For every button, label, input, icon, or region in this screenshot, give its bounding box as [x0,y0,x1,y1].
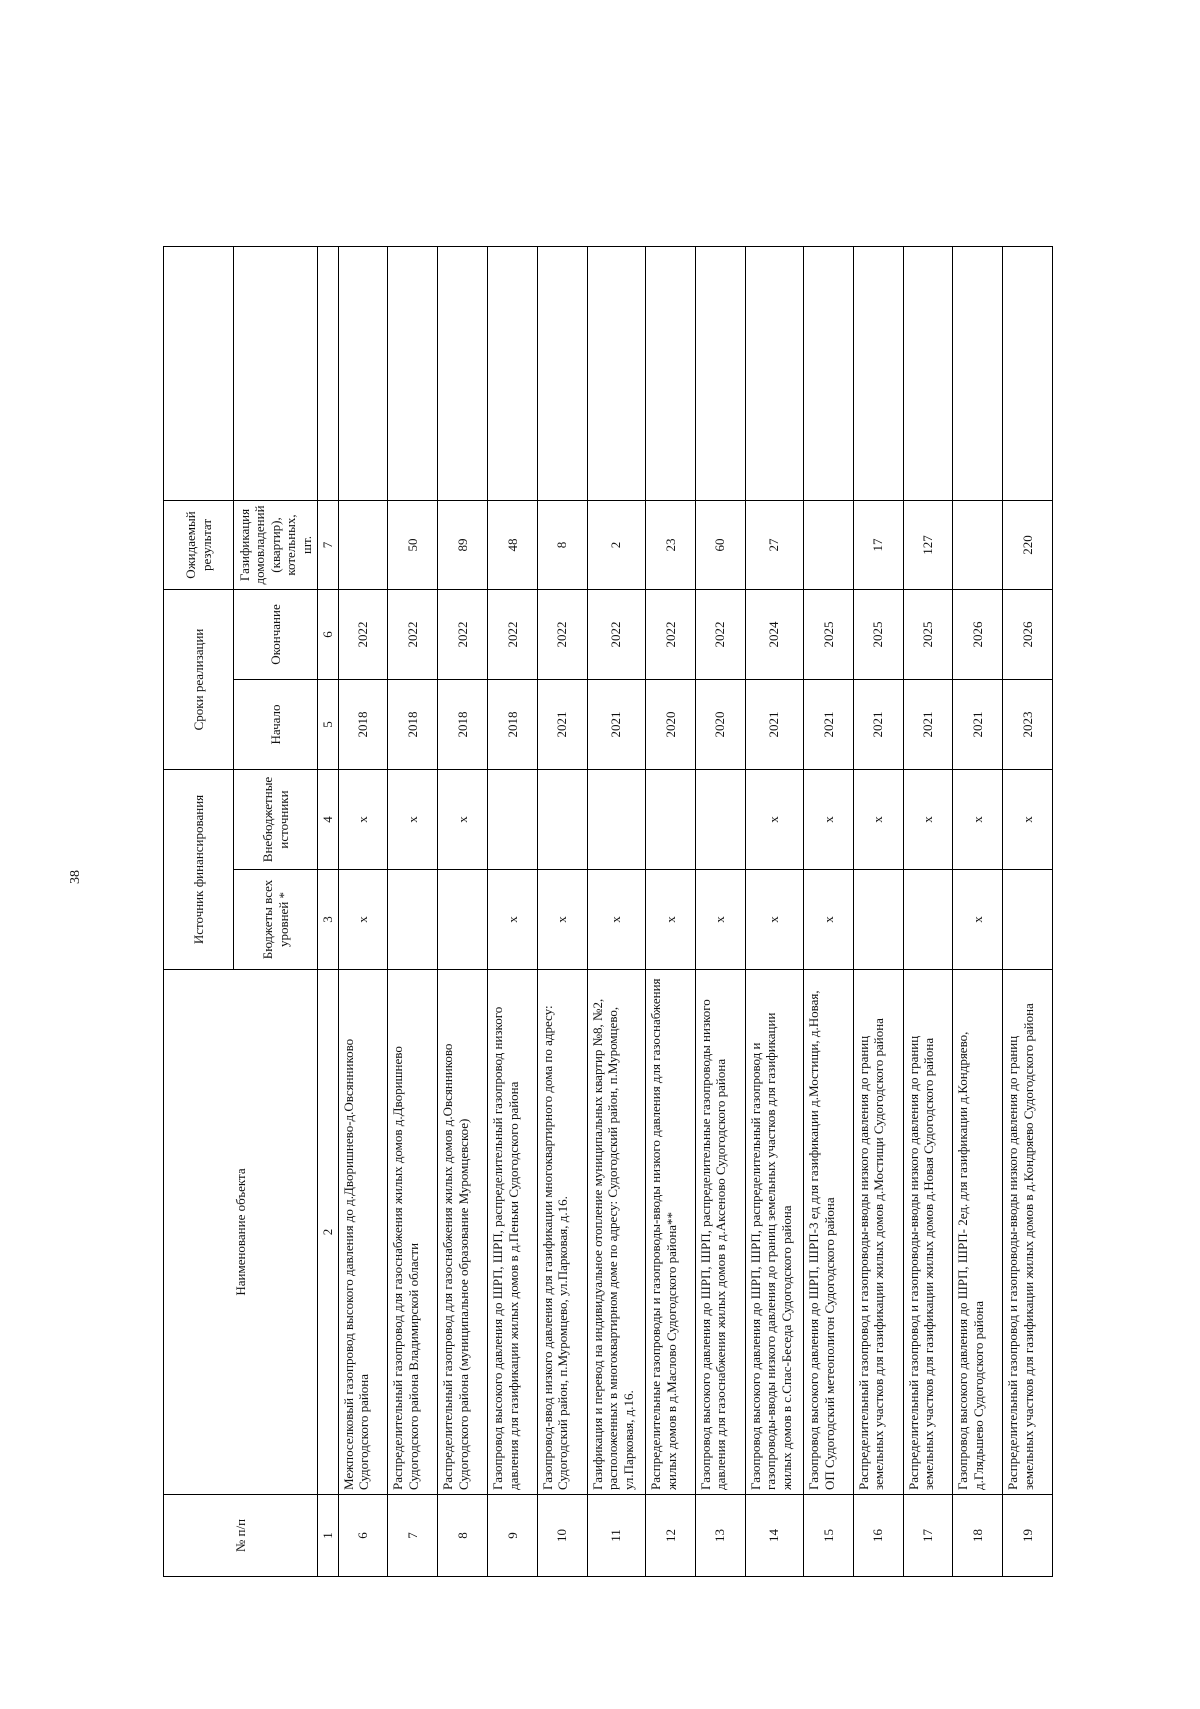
row-number: 13 [695,1495,745,1577]
table-row [487,246,537,1576]
budgets-mark: x [487,870,537,970]
budgets-mark: x [695,870,745,970]
rotated-table-container [163,247,1053,1577]
object-name: Газопровод-ввод низкого давления для газификации многоквартирного дома по адресу: Судогодский район, п.Муромцево, ул.Парковая, д.16. [537,970,587,1495]
row-number: 7 [388,1495,438,1577]
start-year: 2023 [1003,680,1053,770]
expected-result: 60 [695,500,745,589]
row-number: 11 [587,1495,645,1577]
end-year: 2025 [853,589,903,679]
col-number: 2 [318,970,339,1495]
table-row [853,246,903,1576]
end-year: 2022 [487,589,537,679]
budgets-mark [388,870,438,970]
budgets-mark: x [803,870,853,970]
budgets-mark: x [645,870,695,970]
object-name: Распределительный газопровод и газопроводы-вводы низкого давления до границ земельных участков для газификации жилых домов д.Новая Судогодского района [903,970,953,1495]
end-year: 2022 [388,589,438,679]
blank-cell [438,246,488,500]
expected-result [953,500,1003,589]
object-name: Распределительные газопроводы и газопроводы-вводы низкого давления для газоснабжения жилых домов в д.Маслово Судогодского района** [645,970,695,1495]
start-year: 2020 [695,680,745,770]
row-number: 8 [438,1495,488,1577]
header-terms: Сроки реализации [164,589,234,769]
end-year: 2022 [438,589,488,679]
blank-cell [537,246,587,500]
budgets-mark [903,870,953,970]
header-name: Наименование объекта [164,970,318,1495]
expected-result: 17 [853,500,903,589]
col-number: 6 [318,589,339,679]
start-year: 2018 [438,680,488,770]
col-number: 3 [318,870,339,970]
budgets-mark: x [953,870,1003,970]
object-name: Распределительный газопровод и газопроводы-вводы низкого давления до границ земельных участков для газификации жилых домов в д.Кондряево Судогодского района [1003,970,1053,1495]
table-row [587,246,645,1576]
object-name: Газопровод высокого давления до ШРП, ШРП-3 ед для газификации д.Мостищи, д.Новая, ОП Судогодский метеополигон Судогодского района [803,970,853,1495]
expected-result: 2 [587,500,645,589]
row-number: 9 [487,1495,537,1577]
expected-result: 50 [388,500,438,589]
col-number-blank [318,246,339,500]
row-number: 12 [645,1495,695,1577]
gas-objects-table [163,246,1053,1577]
end-year: 2026 [953,589,1003,679]
table-row [438,246,488,1576]
expected-result: 127 [903,500,953,589]
table-row [388,246,438,1576]
extra-mark [645,770,695,870]
table-row [645,246,695,1576]
extra-mark: x [388,770,438,870]
blank-cell [338,246,388,500]
page-number: 38 [68,870,83,884]
expected-result: 23 [645,500,695,589]
object-name: Газопровод высокого давления до ШРП, ШРП- 2ед. для газификации д.Кондряево, д.Глядьшево Судогодского района [953,970,1003,1495]
blank-cell [745,246,803,500]
extra-mark: x [853,770,903,870]
budgets-mark: x [587,870,645,970]
header-end: Окончание [234,589,318,679]
col-number: 5 [318,680,339,770]
extra-mark [695,770,745,870]
expected-result: 27 [745,500,803,589]
row-number: 16 [853,1495,903,1577]
object-name: Газопровод высокого давления до ШРП, ШРП, распределительный газопровод низкого давления для газификации жилых домов в д.Пеньки Судогодского района [487,970,537,1495]
blank-cell [587,246,645,500]
row-number: 6 [338,1495,388,1577]
table-row [1003,246,1053,1576]
extra-mark [537,770,587,870]
object-name: Газификация и перевод на индивидуальное отопление муниципальных квартир №8, №2, расположенных в многоквартирном доме по адресу: Судогодский район, п.Муромцево, ул.Парковая, д.16. [587,970,645,1495]
end-year: 2022 [537,589,587,679]
extra-mark: x [803,770,853,870]
end-year: 2025 [803,589,853,679]
extra-mark: x [338,770,388,870]
expected-result: 48 [487,500,537,589]
extra-mark: x [745,770,803,870]
start-year: 2018 [388,680,438,770]
blank-cell [695,246,745,500]
start-year: 2021 [803,680,853,770]
table-row [953,246,1003,1576]
header-num: № п/п [164,1495,318,1577]
row-number: 10 [537,1495,587,1577]
header-blank-2 [234,246,318,500]
extra-mark: x [903,770,953,870]
expected-result: 8 [537,500,587,589]
extra-mark [487,770,537,870]
object-name: Распределительный газопровод для газоснабжения жилых домов д.Овсянниково Судогодского района (муниципальное образование Муромцевское) [438,970,488,1495]
blank-cell [1003,246,1053,500]
extra-mark [587,770,645,870]
budgets-mark: x [745,870,803,970]
row-number: 19 [1003,1495,1053,1577]
row-number: 14 [745,1495,803,1577]
expected-result: 89 [438,500,488,589]
end-year: 2024 [745,589,803,679]
table-row [745,246,803,1576]
header-blank [164,246,234,500]
table-row [537,246,587,1576]
end-year: 2025 [903,589,953,679]
expected-result: 220 [1003,500,1053,589]
start-year: 2018 [487,680,537,770]
extra-mark: x [438,770,488,870]
end-year: 2022 [587,589,645,679]
start-year: 2021 [537,680,587,770]
table-row [695,246,745,1576]
start-year: 2021 [587,680,645,770]
object-name: Газопровод высокого давления до ШРП, ШРП, распределительные газопроводы низкого давления для газоснабжения жилых домов в д.Аксеново Судогодского района [695,970,745,1495]
row-number: 18 [953,1495,1003,1577]
row-number: 15 [803,1495,853,1577]
start-year: 2021 [903,680,953,770]
object-name: Межпоселковый газопровод высокого давления до д.Дворишнево-д.Овсянниково Судогодского района [338,970,388,1495]
col-number: 4 [318,770,339,870]
table-row [338,246,388,1576]
budgets-mark [1003,870,1053,970]
blank-cell [388,246,438,500]
header-gasification: Газификация домовладений (квартир), котельных, шт. [234,500,318,589]
start-year: 2021 [853,680,903,770]
table-row [803,246,853,1576]
extra-mark: x [953,770,1003,870]
row-number: 17 [903,1495,953,1577]
end-year: 2022 [645,589,695,679]
expected-result [803,500,853,589]
budgets-mark [853,870,903,970]
header-extra: Внебюджетные источники [234,770,318,870]
end-year: 2022 [338,589,388,679]
end-year: 2026 [1003,589,1053,679]
blank-cell [487,246,537,500]
start-year: 2018 [338,680,388,770]
blank-cell [953,246,1003,500]
table-row [903,246,953,1576]
budgets-mark [438,870,488,970]
blank-cell [903,246,953,500]
extra-mark: x [1003,770,1053,870]
end-year: 2022 [695,589,745,679]
object-name: Распределительный газопровод и газопроводы-вводы низкого давления до границ земельных участков для газификации жилых домов д.Мостищи Судогодского района [853,970,903,1495]
budgets-mark: x [537,870,587,970]
object-name: Распределительный газопровод для газоснабжения жилых домов д.Дворишнево Судогодского района Владимирской области [388,970,438,1495]
col-number: 1 [318,1495,339,1577]
col-number: 7 [318,500,339,589]
budgets-mark: x [338,870,388,970]
header-budgets: Бюджеты всех уровней * [234,870,318,970]
start-year: 2021 [745,680,803,770]
header-funding: Источник финансирования [164,770,234,970]
expected-result [338,500,388,589]
object-name: Газопровод высокого давления до ШРП, ШРП, распределительный газопровод и газопроводы-вводы низкого давления до границ земельных участков для газификации жилых домов в с.Спас-Беседа Судогодского района [745,970,803,1495]
table-body [338,246,1052,1576]
blank-cell [803,246,853,500]
start-year: 2021 [953,680,1003,770]
header-expected: Ожидаемый результат [164,500,234,589]
blank-cell [645,246,695,500]
blank-cell [853,246,903,500]
header-start: Начало [234,680,318,770]
start-year: 2020 [645,680,695,770]
